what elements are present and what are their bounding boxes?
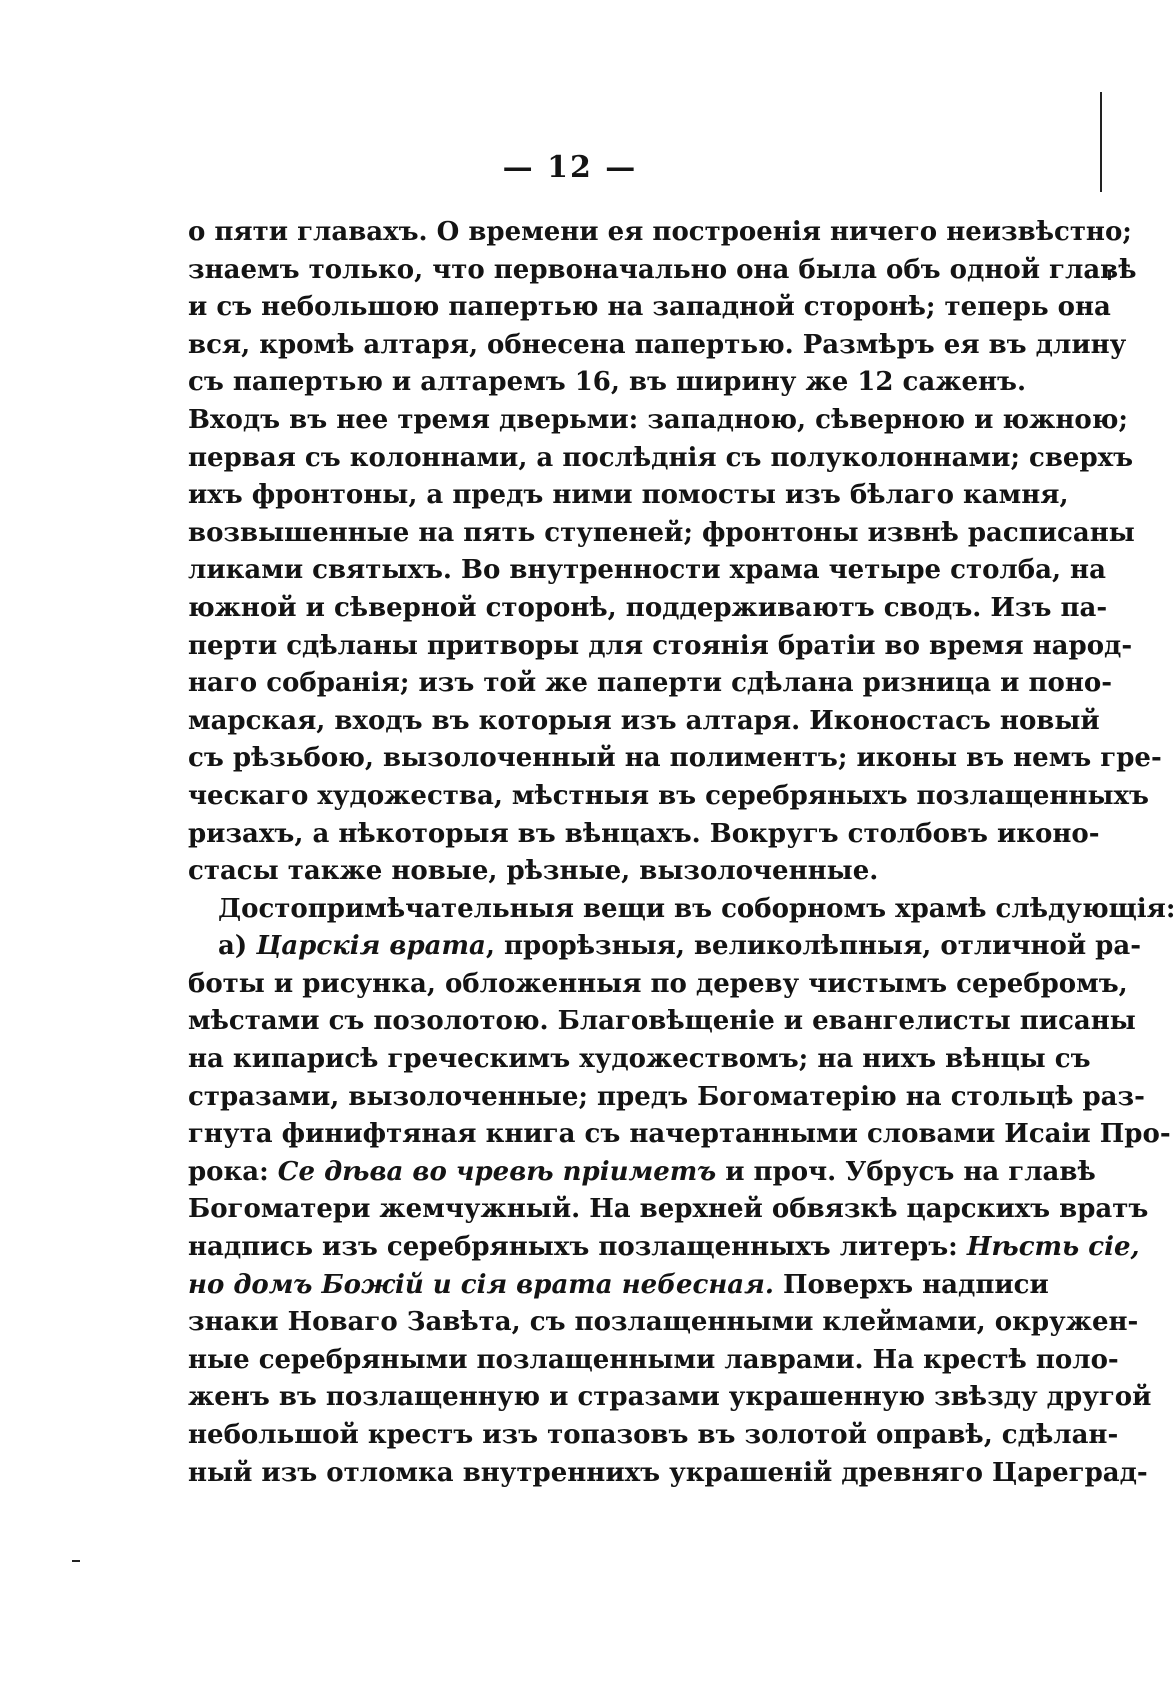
text-line [188,1417,1119,1455]
text-line [188,552,1106,590]
text-run: вся, кромѣ алтаря, обнесена папертью. Размѣръ ея въ длину [188,329,1127,360]
text-run: а) [218,931,257,962]
text-line [188,1154,1096,1192]
text-run: южной и сѣверной сторонѣ, поддерживаютъ сводъ. Изъ па- [188,592,1108,623]
italic-run: Нѣсть сіе, [966,1232,1140,1263]
text-line [188,214,1132,252]
text-run: и съ небольшою папертью на западной сторонѣ; теперь она [188,292,1111,323]
text-line [188,252,1137,290]
text-line [188,477,1069,515]
text-run: рока: [188,1156,278,1187]
text-run: стразами, вызолоченные; предъ Богоматерію на стольцѣ раз- [188,1081,1145,1112]
text-line [188,1229,1140,1267]
page-number: — 12 — [502,150,638,185]
text-line [188,1116,1171,1154]
text-line [188,1191,1149,1229]
text-run: знаки Новаго Завѣта, съ позлащенными клеймами, окружен- [188,1307,1139,1338]
text-line [188,1041,1091,1079]
text-line [188,703,1100,741]
text-line [188,590,1108,628]
italic-run: Царскія врата [256,931,486,962]
text-run: ный изъ отломка внутреннихъ украшеній древняго Цареград- [188,1457,1148,1488]
italic-run: но домъ Божій и сія врата небесная. [188,1269,774,1300]
text-run: ликами святыхъ. Во внутренности храма четыре столба, на [188,555,1106,586]
text-line [188,665,1112,703]
text-run: наго собранія; изъ той же паперти сдѣлана ризница и поно- [188,668,1112,699]
text-run: знаемъ только, что первоначально она была объ одной главѣ [188,254,1137,285]
text-line [188,816,1100,854]
text-line [188,1079,1145,1117]
text-run: на кипарисѣ греческимъ художествомъ; на нихъ вѣнцы съ [188,1044,1091,1075]
text-line [188,1267,1049,1305]
text-line [188,628,1133,666]
text-line [188,966,1128,1004]
text-line [188,364,1027,402]
text-line [188,289,1111,327]
text-run: ческаго художества, мѣстныя въ серебряныхъ позлащенныхъ [188,780,1149,811]
text-run: марская, входъ въ которыя изъ алтаря. Иконостасъ новый [188,705,1100,736]
text-run: , прорѣзныя, великолѣпныя, отличной ра- [485,931,1142,962]
text-line [188,891,1175,929]
text-run: съ папертью и алтаремъ 16, въ ширину же 12 саженъ. [188,367,1027,398]
text-run: небольшой крестъ изъ топазовъ въ золотой оправѣ, сдѣлан- [188,1420,1119,1450]
text-line [188,1379,1152,1417]
text-line [188,402,1128,440]
text-line [188,853,963,891]
text-line [188,515,1135,553]
text-run: ные серебряными позлащенными лаврами. На крестѣ поло- [188,1344,1119,1375]
text-line [188,778,1149,816]
text-run: Поверхъ надписи [773,1269,1049,1300]
text-line [188,440,1134,478]
text-run: Богоматери жемчужный. На верхней обвязкѣ царскихъ вратъ [188,1194,1149,1225]
text-run: о пяти главахъ. О времени ея построенія ничего неизвѣстно; [188,217,1132,247]
text-run: надпись изъ серебряныхъ позлащенныхъ литеръ: [188,1232,967,1263]
text-line [188,1455,1148,1493]
text-line [188,1003,1136,1041]
text-run: женъ въ позлащенную и стразами украшенную звѣзду другой [188,1382,1152,1413]
text-run: возвышенные на пять ступеней; фронтоны извнѣ расписаны [188,517,1135,548]
text-run: мѣстами съ позолотою. Благовѣщеніе и евангелисты писаны [188,1006,1136,1037]
text-run: ризахъ, а нѣкоторыя въ вѣнцахъ. Вокругъ столбовъ иконо- [188,818,1100,849]
text-run: перти сдѣланы притворы для стоянія братіи во время народ- [188,630,1133,661]
text-line [188,1342,1119,1380]
text-run: стасы также новые, рѣзные, вызолоченные. [188,856,879,887]
text-run: съ рѣзьбою, вызолоченный на полиментъ; иконы въ немъ гре- [188,743,1162,774]
text-run: гнута финифтяная книга съ начертанными словами Исаіи Про- [188,1119,1171,1150]
text-run: ихъ фронтоны, а предъ ними помосты изъ бѣлаго камня, [188,480,1069,511]
text-run: Входъ въ нее тремя дверьми: западною, сѣверною и южною; [188,404,1128,435]
text-run: Достопримѣчательныя вещи въ соборномъ храмѣ слѣдующія: [218,893,1175,924]
text-run: боты и рисунка, обложенныя по дереву чистымъ серебромъ, [188,968,1128,999]
margin-dash [72,1560,80,1562]
text-run: первая съ колоннами, а послѣднія съ полуколоннами; сверхъ [188,442,1134,473]
text-line [188,1304,1139,1342]
text-line [188,740,1162,778]
italic-run: Се дѣва во чревѣ пріиметъ [277,1156,717,1187]
body-text [188,214,1175,1492]
text-line [188,928,1142,966]
text-line [188,327,1127,365]
text-run: и проч. Убрусъ на главѣ [716,1156,1096,1187]
